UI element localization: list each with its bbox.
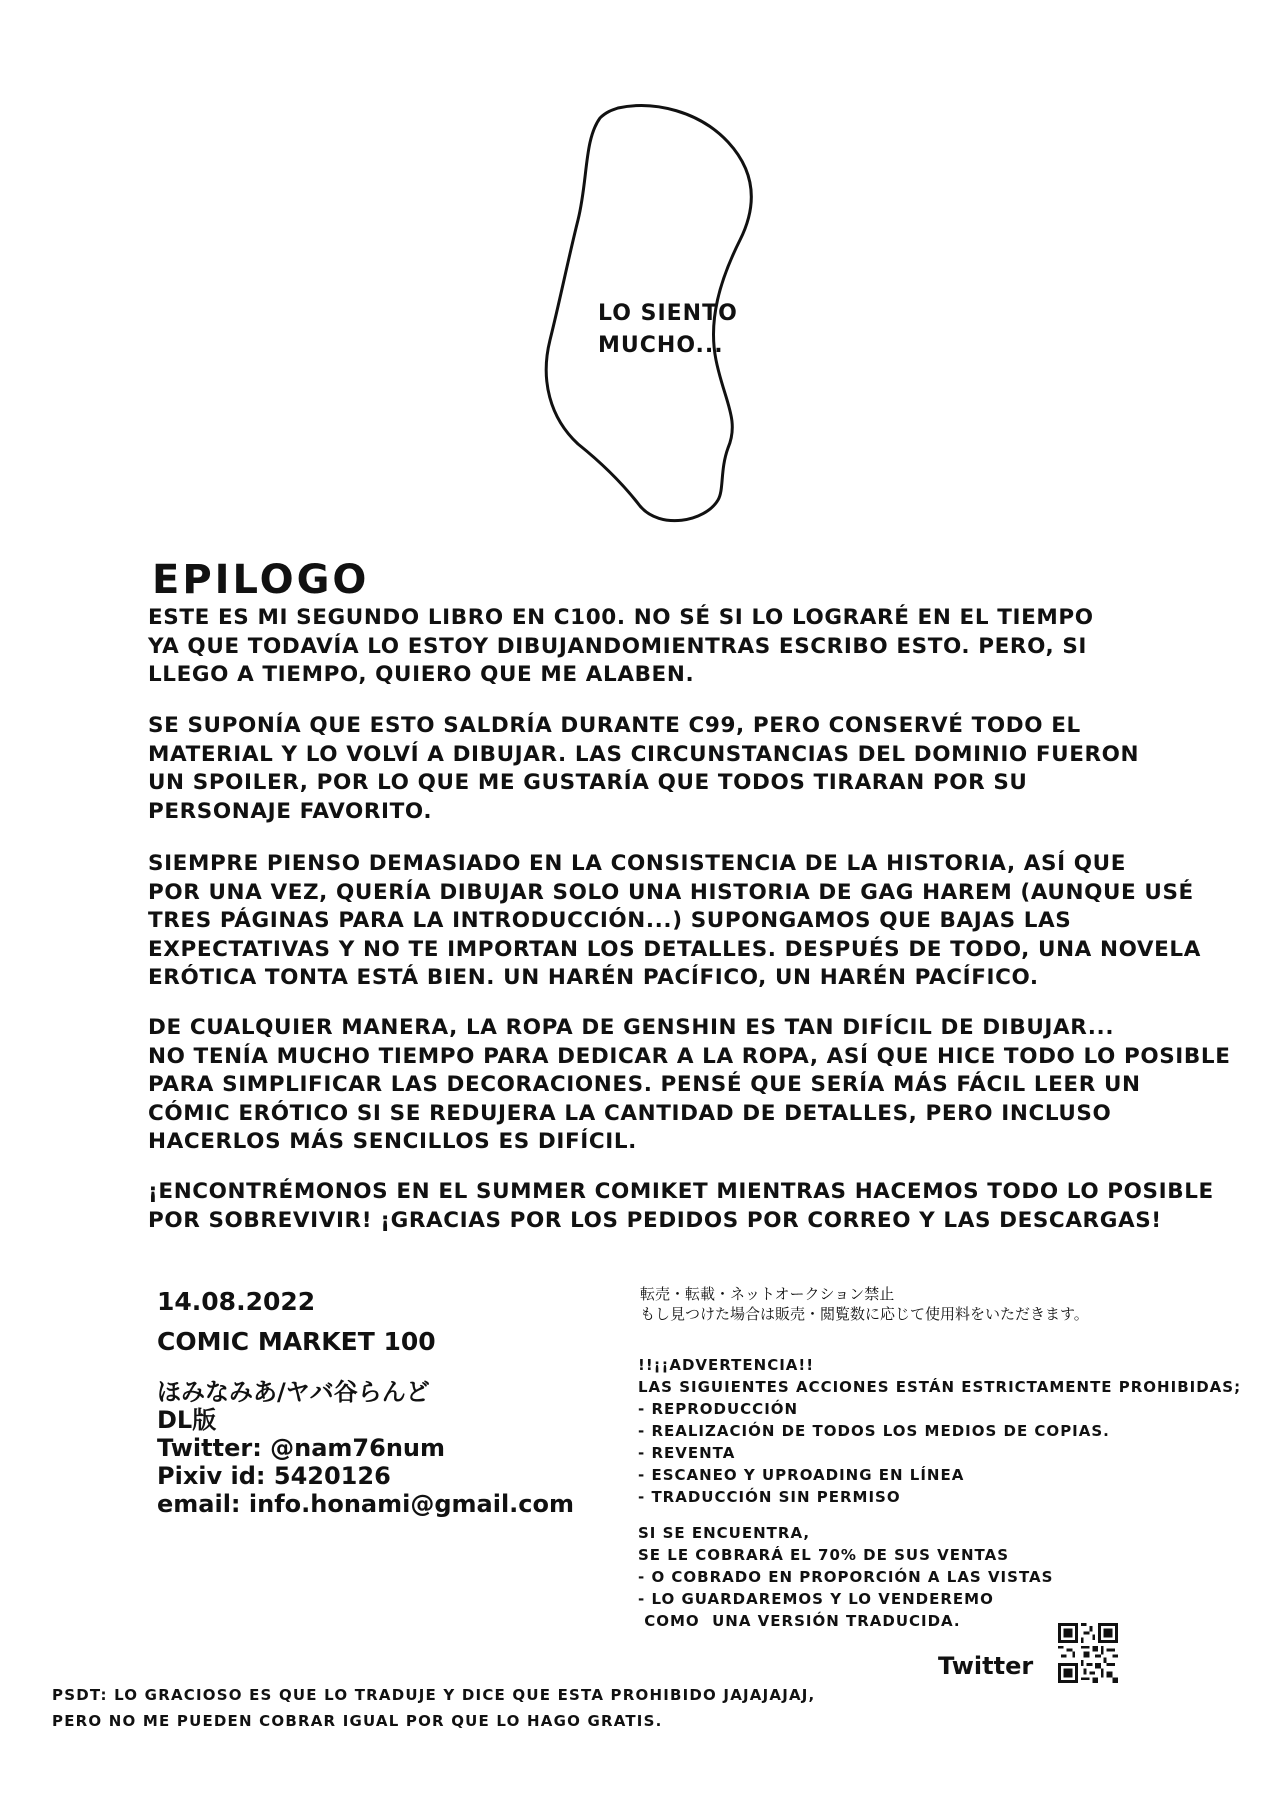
paragraph-line: PARA SIMPLIFICAR LAS DECORACIONES. PENSÉ QUE SERÍA MÁS FÁCIL LEER UN bbox=[148, 1072, 1141, 1097]
notice-line: もし見つけた場合は販売・閲覧数に応じて使用料をいただきます。 bbox=[640, 1305, 1089, 1323]
epilogue-paragraph-3 bbox=[148, 850, 1228, 993]
epilogue-paragraph-4 bbox=[148, 1014, 1231, 1157]
paragraph-line: DE CUALQUIER MANERA, LA ROPA DE GENSHIN ES TAN DIFÍCIL DE DIBUJAR... bbox=[148, 1015, 1115, 1040]
paragraph-line: ERÓTICA TONTA ESTÁ BIEN. UN HARÉN PACÍFICO, UN HARÉN PACÍFICO. bbox=[148, 965, 1039, 990]
paragraph-line: SE SUPONÍA QUE ESTO SALDRÍA DURANTE C99, PERO CONSERVÉ TODO EL bbox=[148, 713, 1081, 738]
paragraph-line: PERSONAJE FAVORITO. bbox=[148, 798, 433, 824]
paragraph-line: CÓMIC ERÓTICO SI SE REDUJERA LA CANTIDAD DE DETALLES, PERO INCLUSO bbox=[148, 1100, 1112, 1126]
warning-intro: LAS SIGUIENTES ACCIONES ESTÁN ESTRICTAMENTE PROHIBIDAS; bbox=[638, 1378, 1242, 1396]
note-line: PERO NO ME PUEDEN COBRAR IGUAL POR QUE LO HAGO GRATIS. bbox=[52, 1712, 663, 1730]
penalty-line: - LO GUARDAREMOS Y LO VENDEREMO bbox=[638, 1590, 994, 1608]
paragraph-line: POR UNA VEZ, QUERÍA DIBUJAR SOLO UNA HISTORIA DE GAG HAREM (AUNQUE USÉ bbox=[148, 879, 1194, 905]
notice-line: 転売・転載・ネットオークション禁止 bbox=[640, 1285, 895, 1303]
edition-label: DL版 bbox=[157, 1406, 217, 1434]
email-address: email: info.honami@gmail.com bbox=[157, 1490, 575, 1518]
penalty-line: SI SE ENCUENTRA, bbox=[638, 1524, 811, 1542]
bubble-line: LO SIENTO bbox=[598, 301, 738, 326]
paragraph-line: MATERIAL Y LO VOLVÍ A DIBUJAR. LAS CIRCUNSTANCIAS DEL DOMINIO FUERON bbox=[148, 741, 1140, 767]
epilogue-paragraph-5 bbox=[148, 1178, 1228, 1235]
epilogue-paragraph-1 bbox=[148, 604, 1228, 690]
paragraph-line: ESTE ES MI SEGUNDO LIBRO EN C100. NO SÉ SI LO LOGRARÉ EN EL TIEMPO bbox=[148, 605, 1094, 630]
qr-code-icon bbox=[1058, 1623, 1118, 1683]
twitter-label: Twitter bbox=[938, 1652, 1034, 1680]
warning-item: - REPRODUCCIÓN bbox=[638, 1400, 799, 1418]
paragraph-line: HACERLOS MÁS SENCILLOS ES DIFÍCIL. bbox=[148, 1129, 637, 1154]
paragraph-line: YA QUE TODAVÍA LO ESTOY DIBUJANDOMIENTRAS ESCRIBO ESTO. PERO, SI bbox=[148, 633, 1088, 659]
warning-item: - ESCANEO Y UPROADING EN LÍNEA bbox=[638, 1466, 965, 1484]
warning-block bbox=[638, 1354, 1241, 1632]
penalty-line: - O COBRADO EN PROPORCIÓN A LAS VISTAS bbox=[638, 1568, 1054, 1586]
note-line: PSDT: LO GRACIOSO ES QUE LO TRADUJE Y DICE QUE ESTA PROHIBIDO JAJAJAJAJ, bbox=[52, 1686, 816, 1704]
event-name: COMIC MARKET 100 bbox=[157, 1327, 436, 1356]
credits-block bbox=[157, 1282, 574, 1518]
twitter-handle: Twitter: @nam76num bbox=[157, 1434, 446, 1462]
epilogue-paragraph-2 bbox=[148, 712, 1228, 826]
epilogue-title: EPILOGO bbox=[152, 557, 370, 603]
warning-item: - REALIZACIÓN DE TODOS LOS MEDIOS DE COPIAS. bbox=[638, 1422, 1110, 1440]
speech-bubble-text bbox=[598, 298, 798, 362]
translator-note bbox=[52, 1682, 815, 1734]
paragraph-line: EXPECTATIVAS Y NO TE IMPORTAN LOS DETALLES. DESPUÉS DE TODO, UNA NOVELA bbox=[148, 936, 1201, 962]
warning-item: - REVENTA bbox=[638, 1444, 736, 1462]
paragraph-line: TRES PÁGINAS PARA LA INTRODUCCIÓN...) SUPONGAMOS QUE BAJAS LAS bbox=[148, 908, 1072, 933]
japanese-notice bbox=[640, 1284, 1089, 1324]
warning-item: - TRADUCCIÓN SIN PERMISO bbox=[638, 1488, 901, 1506]
paragraph-line: LLEGO A TIEMPO, QUIERO QUE ME ALABEN. bbox=[148, 662, 695, 687]
warning-heading: !!¡¡ADVERTENCIA!! bbox=[638, 1356, 815, 1374]
paragraph-line: ¡ENCONTRÉMONOS EN EL SUMMER COMIKET MIENTRAS HACEMOS TODO LO POSIBLE bbox=[148, 1179, 1214, 1204]
event-date: 14.08.2022 bbox=[157, 1287, 316, 1316]
circle-name: ほみなみあ/ヤバ谷らんど bbox=[157, 1378, 430, 1406]
paragraph-line: SIEMPRE PIENSO DEMASIADO EN LA CONSISTENCIA DE LA HISTORIA, ASÍ QUE bbox=[148, 851, 1127, 876]
bubble-line: MUCHO... bbox=[598, 333, 724, 358]
paragraph-line: UN SPOILER, POR LO QUE ME GUSTARÍA QUE TODOS TIRARAN POR SU bbox=[148, 770, 1028, 795]
penalty-line: COMO UNA VERSIÓN TRADUCIDA. bbox=[638, 1612, 961, 1630]
paragraph-line: POR SOBREVIVIR! ¡GRACIAS POR LOS PEDIDOS POR CORREO Y LAS DESCARGAS! bbox=[148, 1207, 1162, 1233]
paragraph-line: NO TENÍA MUCHO TIEMPO PARA DEDICAR A LA ROPA, ASÍ QUE HICE TODO LO POSIBLE bbox=[148, 1043, 1231, 1069]
pixiv-id: Pixiv id: 5420126 bbox=[157, 1462, 391, 1490]
penalty-line: SE LE COBRARÁ EL 70% DE SUS VENTAS bbox=[638, 1546, 1010, 1564]
